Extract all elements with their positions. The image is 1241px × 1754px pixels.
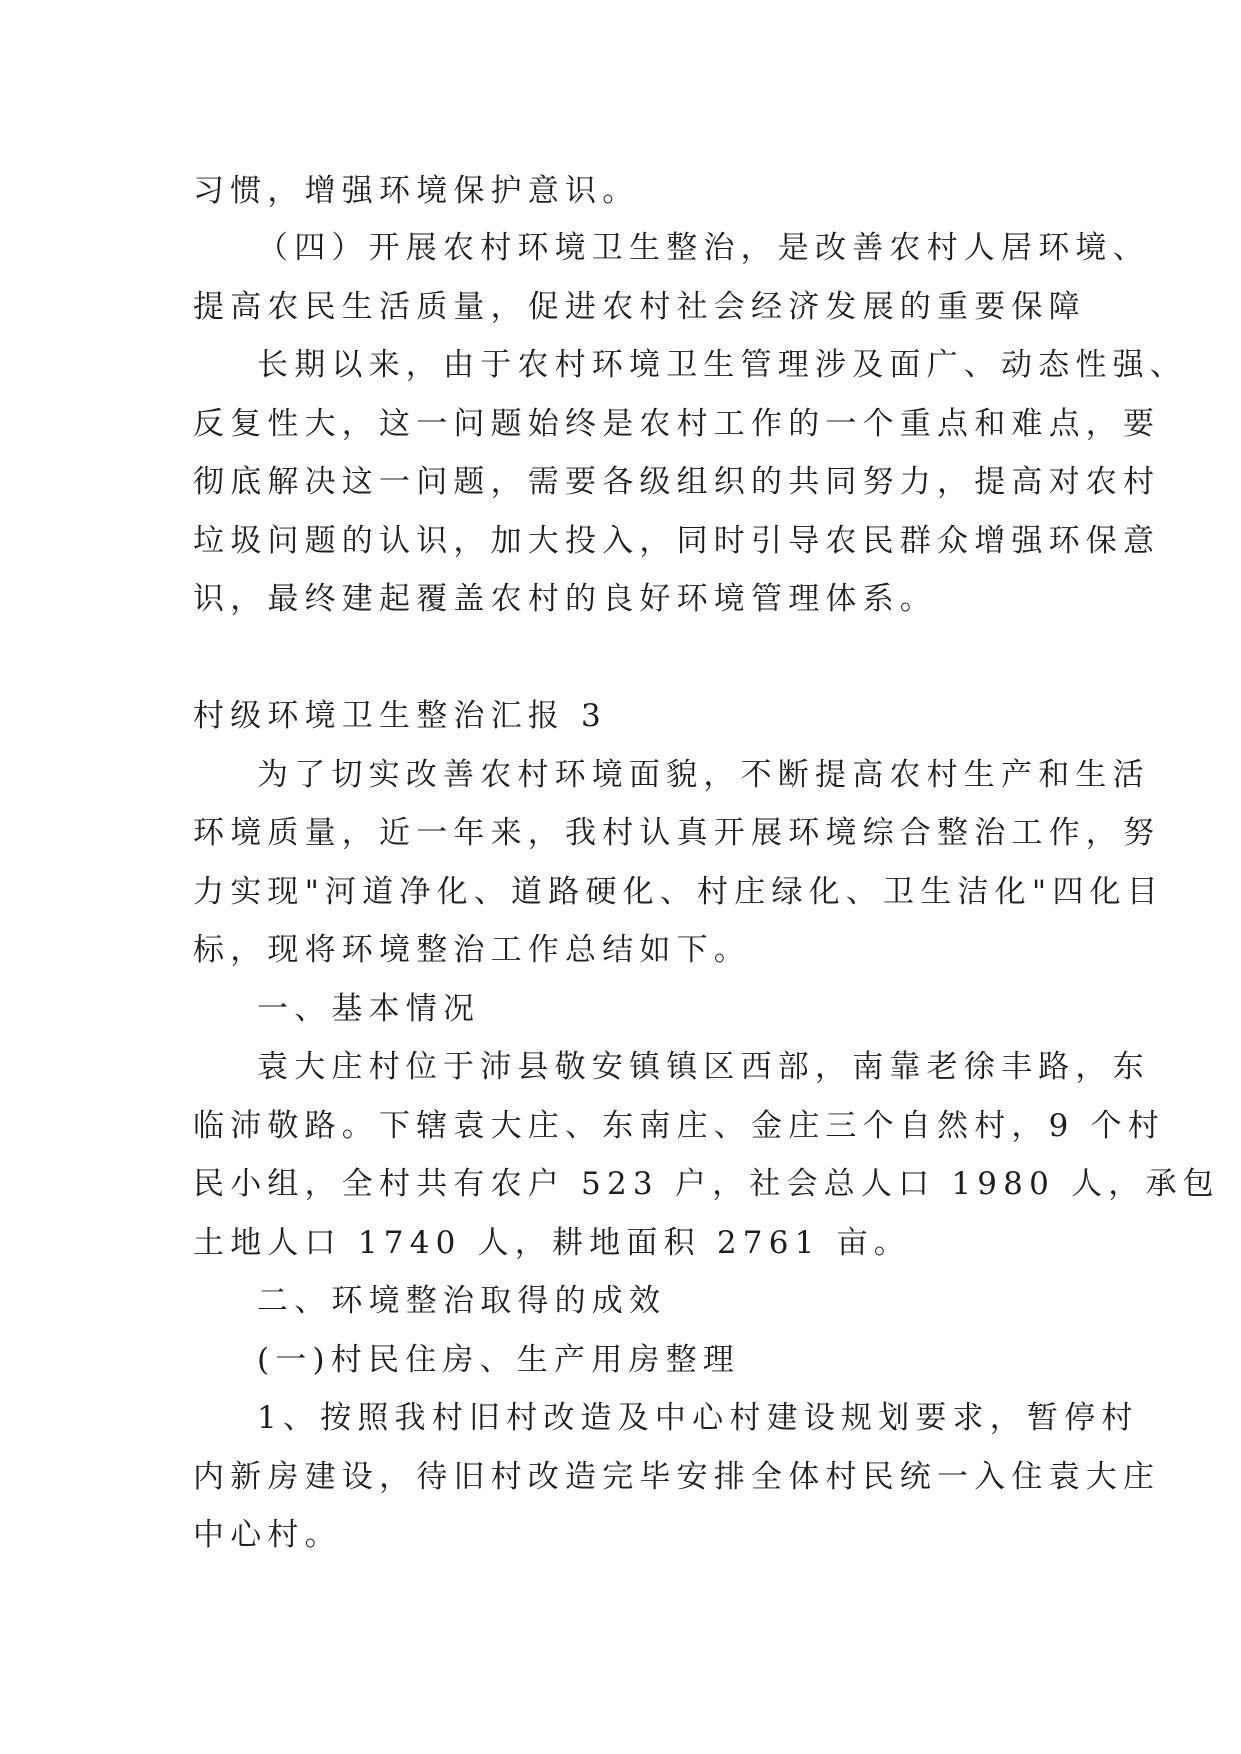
paragraph-line: 习惯，增强环境保护意识。 xyxy=(193,173,640,209)
paragraph-line: 民小组，全村共有农户 523 户，社会总人口 1980 人，承包 xyxy=(193,1166,1220,1202)
paragraph-line: 中心村。 xyxy=(193,1517,342,1553)
paragraph-line: 垃圾问题的认识，加大投入，同时引导农民群众增强环保意 xyxy=(193,523,1161,559)
paragraph-line: 彻底解决这一问题，需要各级组织的共同努力，提高对农村 xyxy=(193,464,1161,500)
section-heading-line: 一、基本情况 xyxy=(257,991,481,1027)
paragraph-line: 长期以来，由于农村环境卫生管理涉及面广、动态性强、 xyxy=(257,347,1187,383)
paragraph-line: 环境质量，近一年来，我村认真开展环境综合整治工作，努 xyxy=(193,815,1161,851)
section-heading-line: 二、环境整治取得的成效 xyxy=(257,1283,667,1319)
paragraph-line: 内新房建设，待旧村改造完毕安排全体村民统一入住袁大庄 xyxy=(193,1459,1161,1495)
paragraph-line: 土地人口 1740 人，耕地面积 2761 亩。 xyxy=(193,1225,911,1261)
document-title: 村级环境卫生整治汇报 3 xyxy=(193,698,607,734)
paragraph-line: 临沛敬路。下辖袁大庄、东南庄、金庄三个自然村，9 个村 xyxy=(193,1108,1165,1144)
section-heading-line: 提高农民生活质量，促进农村社会经济发展的重要保障 xyxy=(193,289,1086,325)
paragraph-line: 标，现将环境整治工作总结如下。 xyxy=(193,932,751,968)
paragraph-line: 力实现"河道净化、道路硬化、村庄绿化、卫生洁化"四化目 xyxy=(193,874,1164,910)
subsection-heading-line: (一)村民住房、生产用房整理 xyxy=(257,1342,740,1378)
paragraph-line: 袁大庄村位于沛县敬安镇镇区西部，南靠老徐丰路，东 xyxy=(257,1049,1150,1085)
paragraph-line: 识，最终建起覆盖农村的良好环境管理体系。 xyxy=(193,581,937,617)
paragraph-line: 反复性大，这一问题始终是农村工作的一个重点和难点，要 xyxy=(193,406,1161,442)
paragraph-line: 1、按照我村旧村改造及中心村建设规划要求，暂停村 xyxy=(257,1400,1139,1436)
paragraph-line: 为了切实改善农村环境面貌，不断提高农村生产和生活 xyxy=(257,757,1150,793)
section-heading-line: （四）开展农村环境卫生整治，是改善农村人居环境、 xyxy=(257,230,1150,266)
